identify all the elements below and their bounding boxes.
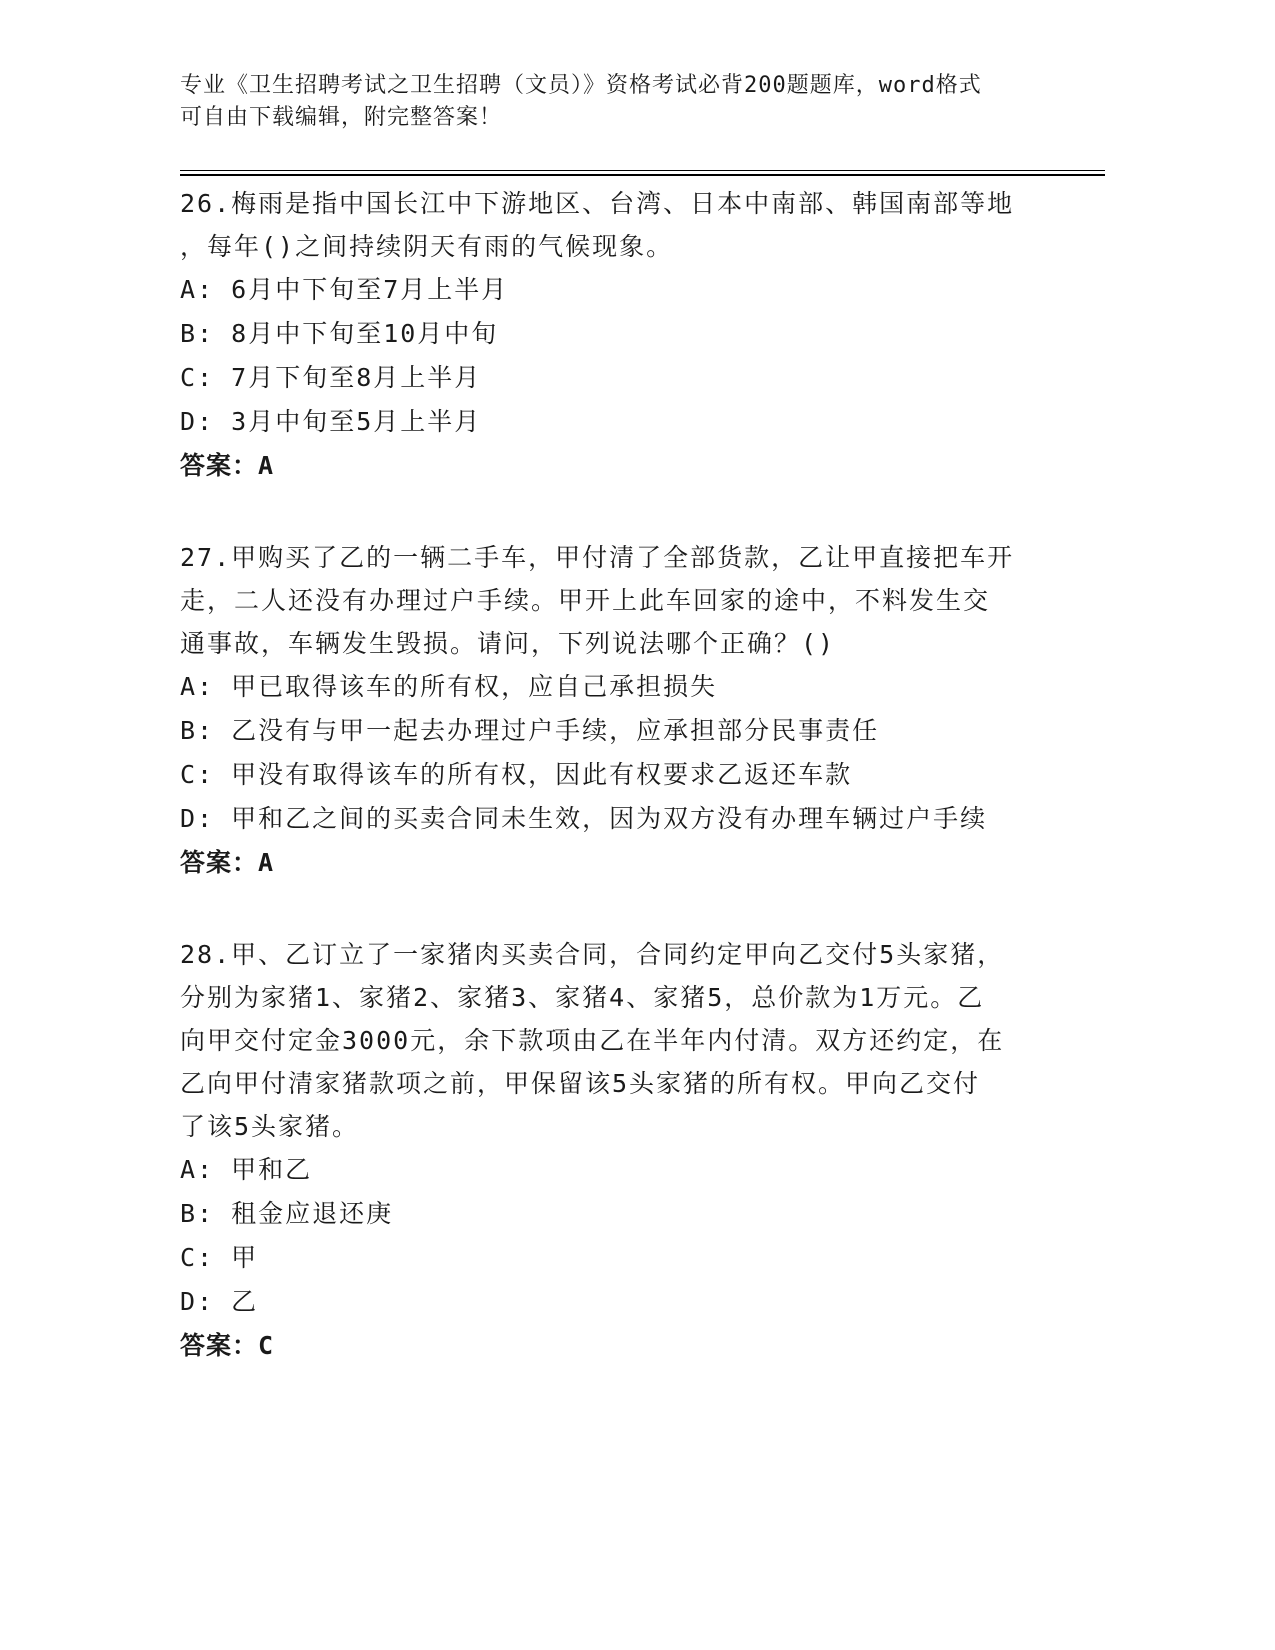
question-28 bbox=[180, 933, 1080, 1368]
header-title-line-1: 专业《卫生招聘考试之卫生招聘（文员）》资格考试必背200题题库，word格式 bbox=[180, 73, 982, 98]
option-d: D: 乙 bbox=[180, 1287, 259, 1316]
option-a: A: 甲已取得该车的所有权，应自己承担损失 bbox=[180, 672, 718, 701]
header-title-line-2: 可自由下载编辑，附完整答案！ bbox=[180, 105, 503, 130]
answer: 答案：A bbox=[180, 848, 275, 877]
document-header bbox=[180, 70, 1080, 134]
option-a: A: 甲和乙 bbox=[180, 1155, 313, 1184]
answer: 答案：C bbox=[180, 1331, 275, 1360]
option-c: C: 甲没有取得该车的所有权，因此有权要求乙返还车款 bbox=[180, 760, 853, 789]
header-divider-thin bbox=[180, 170, 1105, 171]
option-b: B: 租金应退还庚 bbox=[180, 1199, 394, 1228]
option-b: B: 乙没有与甲一起去办理过户手续，应承担部分民事责任 bbox=[180, 716, 880, 745]
question-stem: 26.梅雨是指中国长江中下游地区、台湾、日本中南部、韩国南部等地 ，每年()之间持续阴天有雨的气候现象。 bbox=[180, 189, 1015, 261]
question-27 bbox=[180, 536, 1080, 885]
option-a: A: 6月中下旬至7月上半月 bbox=[180, 275, 509, 304]
option-b: B: 8月中下旬至10月中旬 bbox=[180, 319, 499, 348]
question-stem: 27.甲购买了乙的一辆二手车，甲付清了全部货款，乙让甲直接把车开 走，二人还没有办理过户手续。甲开上此车回家的途中，不料发生交 通事故，车辆发生毁损。请问，下列说法哪个正确？() bbox=[180, 543, 1015, 658]
option-c: C: 7月下旬至8月上半月 bbox=[180, 363, 482, 392]
header-divider-thick bbox=[180, 174, 1105, 176]
question-list bbox=[180, 182, 1080, 1416]
question-stem: 28.甲、乙订立了一家猪肉买卖合同，合同约定甲向乙交付5头家猪， 分别为家猪1、家猪2、家猪3、家猪4、家猪5，总价款为1万元。乙 向甲交付定金3000元，余下款项由乙在半年内付清。双方还约定，在 乙向甲付清家猪款项之前，甲保留该5头家猪的所有权。甲向乙交付 了该5头家猪。 bbox=[180, 940, 1005, 1141]
option-d: D: 3月中旬至5月上半月 bbox=[180, 407, 482, 436]
option-c: C: 甲 bbox=[180, 1243, 259, 1272]
option-d: D: 甲和乙之间的买卖合同未生效，因为双方没有办理车辆过户手续 bbox=[180, 804, 988, 833]
answer: 答案：A bbox=[180, 451, 275, 480]
question-26 bbox=[180, 182, 1080, 488]
